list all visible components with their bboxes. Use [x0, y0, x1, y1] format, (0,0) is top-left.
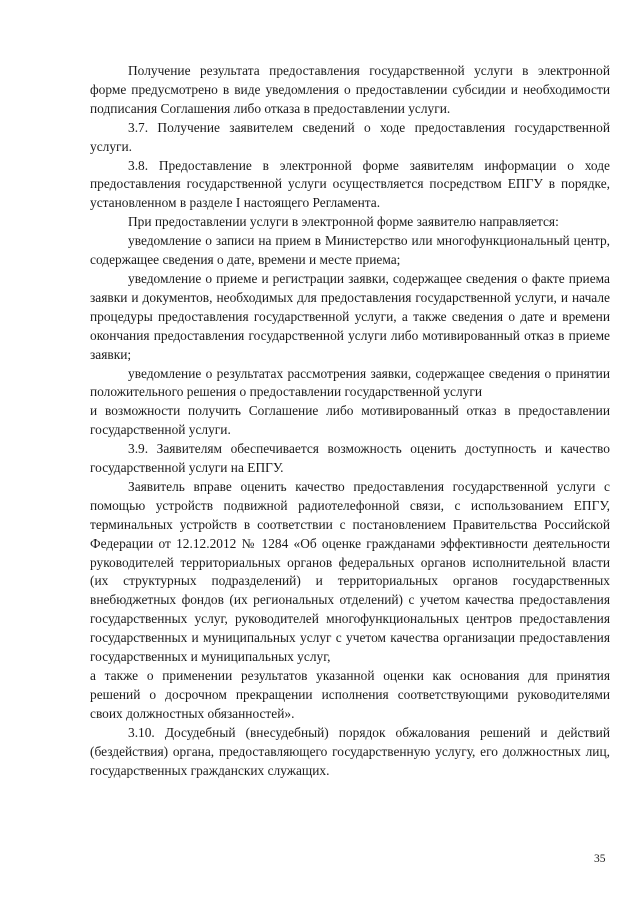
paragraph-3-8: 3.8. Предоставление в электронной форме заявителям информации о ходе предоставления государственной услуги осуществляется посредством ЕПГУ в порядке, установленном в разделе I настоящего Регламента.	[90, 157, 610, 211]
paragraph-3-9: 3.9. Заявителям обеспечивается возможность оценить доступность и качество государственной услуги на ЕПГУ.	[90, 441, 610, 476]
document-body	[90, 62, 610, 780]
paragraph-3-10: 3.10. Досудебный (внесудебный) порядок обжалования решений и действий (бездействия) органа, предоставляющего государственную услугу, его должностных лиц, государственных гражданских служащих.	[90, 724, 610, 778]
page-number: 35	[594, 853, 606, 865]
paragraph-results-notice: уведомление о результатах рассмотрения заявки, содержащее сведения о принятии положительного решения о предоставлении государственной услуги	[90, 365, 610, 400]
paragraph-results-notice-continued: и возможности получить Соглашение либо мотивированный отказ в предоставлении государственной услуги.	[90, 403, 610, 438]
paragraph-3-7: 3.7. Получение заявителем сведений о ходе предоставления государственной услуги.	[90, 119, 610, 154]
paragraph-result-form: Получение результата предоставления государственной услуги в электронной форме предусмотрено в виде уведомления о предоставлении субсидии и необходимости подписания Соглашения либо отказа в предоставлении услуги.	[90, 63, 610, 116]
paragraph-quality-assessment-continued: а также о применении результатов указанной оценки как основания для принятия решений о досрочном прекращении исполнения соответствующими руководителями своих должностных обязанностей».	[90, 668, 610, 721]
paragraph-registration-notice: уведомление о приеме и регистрации заявки, содержащее сведения о факте приема заявки и документов, необходимых для предоставления государственной услуги, и начале процедуры предоставления государственной услуги, а также сведения о дате и времени окончания предоставления государственной услуги либо мотивированный отказ в приеме заявки;	[90, 270, 610, 362]
paragraph-appointment-notice: уведомление о записи на прием в Министерство или многофункциональный центр, содержащее сведения о дате, времени и месте приема;	[90, 233, 610, 268]
paragraph-quality-assessment: Заявитель вправе оценить качество предоставления государственной услуги с помощью устройств подвижной радиотелефонной связи, с использованием ЕПГУ, терминальных устройств в соответствии с постановлением Правительства Российской Федерации от 12.12.2012 № 1284 «Об оценке гражданами эффективности деятельности руководителей территориальных органов федеральных органов исполнительной власти (их структурных подразделений) и территориальных органов государственных внебюджетных фондов (их региональных отделений) с учетом качества предоставления государственных услуг, руководителей многофункциональных центров предоставления государственных и муниципальных услуг с учетом качества организации предоставления государственных и муниципальных услуг,	[90, 478, 610, 665]
paragraph-notification-intro: При предоставлении услуги в электронной форме заявителю направляется:	[128, 214, 559, 230]
